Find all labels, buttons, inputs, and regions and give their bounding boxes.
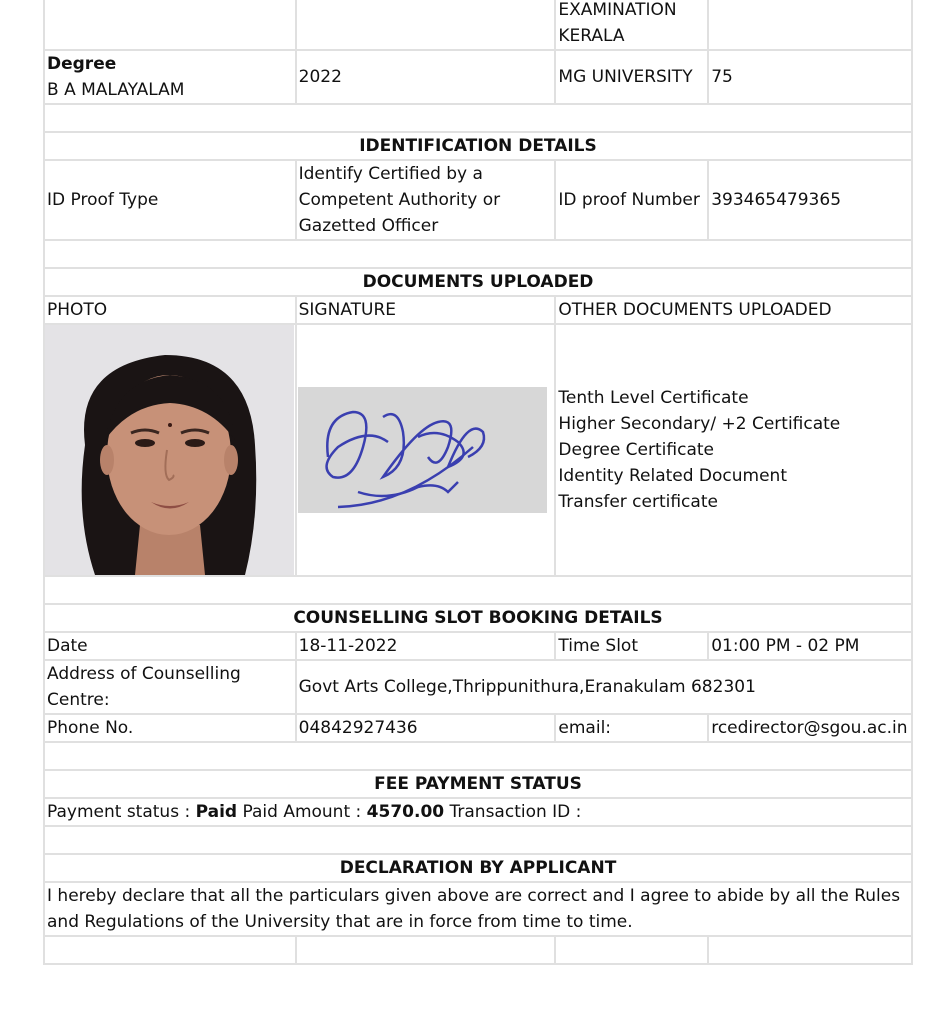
spacer-row xyxy=(44,826,912,854)
time-slot-label: Time Slot xyxy=(555,632,708,660)
applicant-photo xyxy=(44,324,296,576)
date-value: 18-11-2022 xyxy=(296,632,556,660)
fee-heading-row xyxy=(44,770,912,798)
address-label: Address of Counselling Centre: xyxy=(44,660,296,714)
email-value: rcedirector@sgou.ac.in xyxy=(708,714,912,742)
other-documents-label: OTHER DOCUMENTS UPLOADED xyxy=(555,296,912,324)
paid-amount-value: 4570.00 xyxy=(366,802,445,822)
spacer-row xyxy=(44,936,912,964)
degree-university: MG UNIVERSITY xyxy=(555,50,708,104)
paid-amount-label: Paid Amount : xyxy=(237,802,367,822)
identification-heading-row xyxy=(44,132,912,160)
document-item: Degree Certificate xyxy=(558,440,714,460)
documents-heading-row xyxy=(44,268,912,296)
qualification-row-secondary xyxy=(44,0,912,50)
date-label: Date xyxy=(44,632,296,660)
id-number-value: 393465479365 xyxy=(708,160,912,240)
time-slot-value: 01:00 PM - 02 PM xyxy=(708,632,912,660)
applicant-signature-image xyxy=(298,387,547,513)
document-item: Tenth Level Certificate xyxy=(558,388,749,408)
degree-year: 2022 xyxy=(296,50,556,104)
counselling-heading: COUNSELLING SLOT BOOKING DETAILS xyxy=(44,604,912,632)
board-cell xyxy=(555,0,708,50)
photo-label: PHOTO xyxy=(44,296,296,324)
transaction-id-label: Transaction ID : xyxy=(444,802,582,822)
spacer-row xyxy=(44,742,912,770)
spacer-row xyxy=(44,240,912,268)
degree-marks: 75 xyxy=(708,50,912,104)
fee-status-row xyxy=(44,798,912,826)
counselling-heading-row xyxy=(44,604,912,632)
applicant-photo-image xyxy=(45,325,294,575)
documents-label-row xyxy=(44,296,912,324)
application-form-table xyxy=(43,0,913,965)
degree-cell xyxy=(44,50,296,104)
fee-status-cell xyxy=(44,798,912,826)
board-line: EXAMINATION xyxy=(558,0,677,20)
documents-heading: DOCUMENTS UPLOADED xyxy=(44,268,912,296)
declaration-heading-row xyxy=(44,854,912,882)
degree-course: B A MALAYALAM xyxy=(47,80,185,100)
documents-content-row xyxy=(44,324,912,576)
id-number-label: ID proof Number xyxy=(555,160,708,240)
signature-label: SIGNATURE xyxy=(296,296,556,324)
degree-label: Degree xyxy=(47,54,117,74)
declaration-text-row xyxy=(44,882,912,936)
spacer-row xyxy=(44,104,912,132)
counselling-address-row xyxy=(44,660,912,714)
phone-value: 04842927436 xyxy=(296,714,556,742)
phone-label: Phone No. xyxy=(44,714,296,742)
address-value: Govt Arts College,Thrippunithura,Eranakulam 682301 xyxy=(296,660,912,714)
counselling-date-row xyxy=(44,632,912,660)
fee-heading: FEE PAYMENT STATUS xyxy=(44,770,912,798)
signature-cell xyxy=(296,324,556,576)
payment-status-value: Paid xyxy=(195,802,238,822)
document-item: Identity Related Document xyxy=(558,466,788,486)
payment-status-label: Payment status : xyxy=(47,802,196,822)
declaration-text: I hereby declare that all the particulars given above are correct and I agree to abide by all the Rules and Regulations of the University that are in force from time to time. xyxy=(44,882,912,936)
spacer-row xyxy=(44,576,912,604)
counselling-contact-row xyxy=(44,714,912,742)
identification-row xyxy=(44,160,912,240)
document-item: Transfer certificate xyxy=(558,492,718,512)
board-line: KERALA xyxy=(558,26,625,46)
declaration-heading: DECLARATION BY APPLICANT xyxy=(44,854,912,882)
email-label: email: xyxy=(555,714,708,742)
id-type-value: Identify Certified by a Competent Authority or Gazetted Officer xyxy=(296,160,556,240)
other-documents-list xyxy=(555,324,912,576)
id-type-label: ID Proof Type xyxy=(44,160,296,240)
identification-heading: IDENTIFICATION DETAILS xyxy=(44,132,912,160)
qualification-row-degree xyxy=(44,50,912,104)
document-item: Higher Secondary/ +2 Certificate xyxy=(558,414,841,434)
